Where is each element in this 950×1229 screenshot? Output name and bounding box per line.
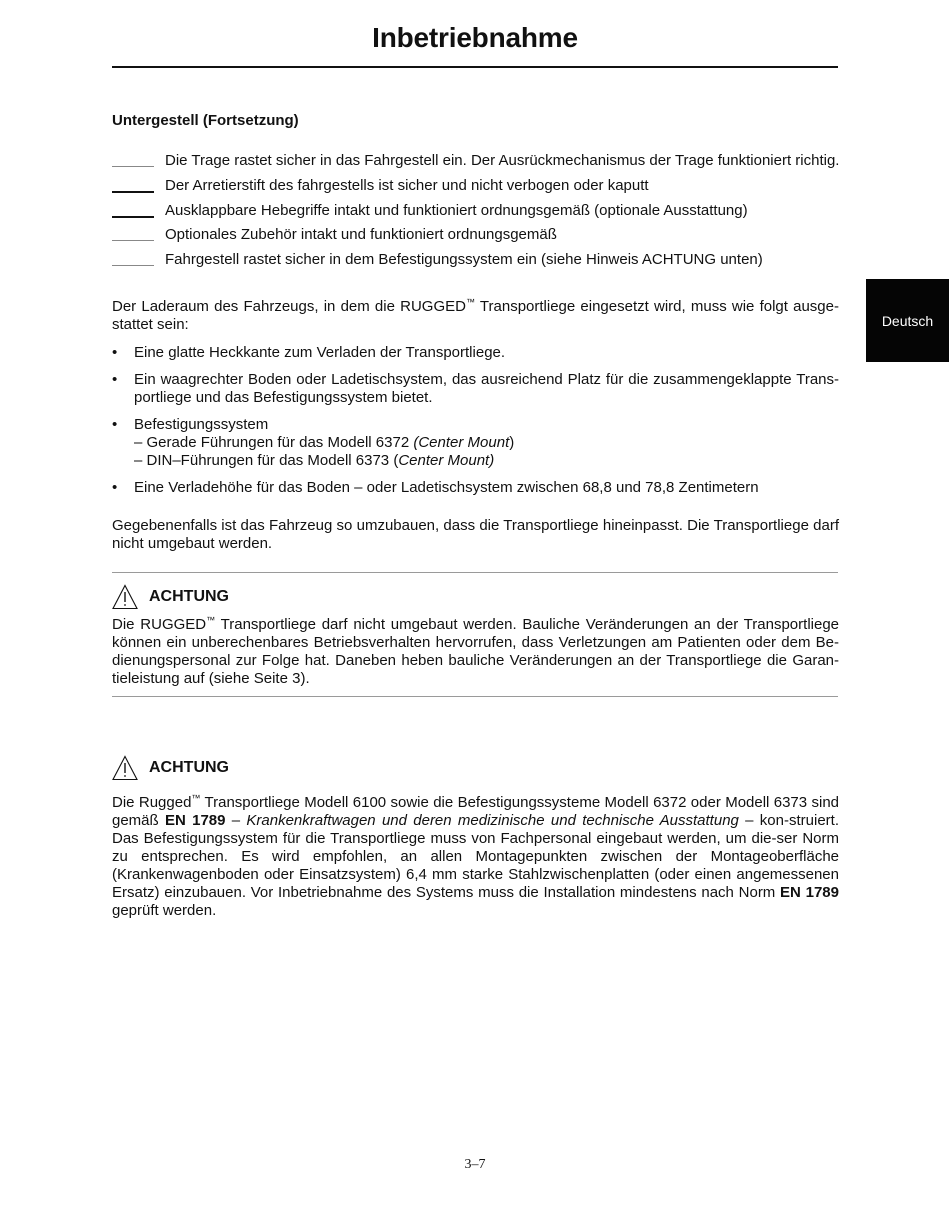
- checklist-item: [112, 225, 872, 250]
- warning-text: [112, 794, 839, 920]
- language-tab-label: Deutsch: [881, 312, 934, 329]
- requirements-list: [112, 344, 839, 506]
- page-title: Inbetriebnahme: [372, 22, 578, 53]
- warning-text-c: –: [225, 812, 247, 829]
- warning-triangle-icon: [112, 584, 138, 610]
- trademark-symbol: ™: [191, 793, 201, 803]
- warning-heading: [112, 755, 229, 781]
- list-item: [112, 344, 839, 362]
- warning-text: [112, 616, 839, 688]
- section-heading: Untergestell (Fortsetzung): [112, 112, 299, 129]
- warning-label: ACHTUNG: [149, 759, 229, 776]
- title-rule: [112, 66, 838, 68]
- checklist-item-text: Optionales Zubehör intakt und funktioniert ordnungsgemäß: [165, 226, 557, 244]
- warning-text-a: Die RUGGED: [112, 616, 207, 633]
- sub-item: [134, 434, 839, 452]
- checklist-item-text: Die Trage rastet sicher in das Fahrgestell ein. Der Ausrückmechanismus der Trage funktioniert richtig.: [165, 152, 840, 169]
- check-blank-line: [112, 176, 154, 193]
- list-item-text: Eine Verladehöhe für das Boden – oder Ladetischsystem zwischen 68,8 und 78,8 Zentimetern: [134, 479, 759, 496]
- checklist-item-text: Ausklappbare Hebegriffe intakt und funktioniert ordnungsgemäß (optionale Ausstattung): [165, 201, 748, 219]
- sub-item-italic: Center Mount): [398, 452, 495, 469]
- language-tab: [866, 279, 949, 362]
- norm-reference: EN 1789: [780, 884, 839, 901]
- page-number: 3–7: [464, 1157, 486, 1172]
- intro-paragraph: [112, 298, 839, 334]
- checklist-item-text: Fahrgestell rastet sicher in dem Befestigungssystem ein (siehe Hinweis ACHTUNG unten): [165, 251, 763, 269]
- intro-text-b: Transportliege eingesetzt wird, muss wie folgt ausge-stattet sein:: [112, 298, 839, 333]
- list-item-text: Eine glatte Heckkante zum Verladen der Transportliege.: [134, 344, 506, 361]
- check-blank-line: [112, 151, 154, 167]
- trademark-symbol: ™: [465, 297, 475, 307]
- intro-text-a: Der Laderaum des Fahrzeugs, in dem die RUGGED: [112, 298, 466, 315]
- list-item: [112, 416, 839, 470]
- norm-reference: EN 1789: [164, 812, 226, 829]
- sub-item-text-end: ): [509, 434, 515, 451]
- checklist-item: [112, 250, 872, 275]
- checklist-item: [112, 176, 872, 201]
- warning-text-a: Die Rugged: [112, 794, 192, 811]
- check-blank-line: [112, 201, 154, 218]
- list-item: [112, 371, 839, 407]
- warning-text-d: – kon-struiert. Das Befestigungssystem für die Transportliege muss von Fachpersonal eingebaut werden, um die-ser Norm zu entsprechen. Es wird empfohlen, an allen Montagepunkten zwischen der Montageoberfläche (Krankenwagenboden oder Einsatzsystem) 6,4 mm starke Stahlzwischenplatten (oder einen angemessenen Ersatz) einzubauen. Vor Inbetriebnahme des Systems muss die Installation mindestens nach Norm: [112, 812, 839, 901]
- sub-item-text: – DIN–Führungen für das Modell 6373 (: [134, 452, 399, 469]
- trademark-symbol: ™: [206, 615, 216, 625]
- checklist: [112, 151, 872, 275]
- checklist-item: [112, 201, 872, 226]
- sub-item-text: – Gerade Führungen für das Modell 6372: [134, 434, 414, 451]
- warning-bottom-rule: [112, 696, 838, 697]
- warning-heading: [112, 584, 229, 610]
- warning-text-b: Transportliege Modell 6100 sowie die Befestigungssysteme Modell 6372 oder Modell 6373 sind gemäß: [112, 794, 839, 829]
- modification-paragraph: Gegebenenfalls ist das Fahrzeug so umzubauen, dass die Transportliege hineinpasst. Die Transportliege darf nicht umgebaut werden.: [112, 517, 839, 552]
- warning-label: ACHTUNG: [149, 588, 229, 605]
- list-item: [112, 479, 839, 497]
- warning-text-e: geprüft werden.: [112, 902, 217, 919]
- list-item-text: • Befestigungssystem: [134, 416, 269, 433]
- sub-item-italic: (Center Mount: [413, 434, 510, 451]
- list-item-text: Ein waagrechter Boden oder Ladetischsystem, das ausreichend Platz für die zusammengeklappte Trans-portliege und das Befestigungssystem bietet.: [134, 371, 839, 406]
- checklist-item-text: Der Arretierstift des fahrgestells ist sicher und nicht verbogen oder kaputt: [165, 176, 649, 194]
- warning-text-b: Transportliege darf nicht umgebaut werden. Bauliche Veränderungen an der Transportliege können ein unberechenbares Betriebsverhalten hervorrufen, dass Verletzungen am Patienten oder dem Be-dienungspersonal zur Folge hat. Daneben heben bauliche Veränderungen an der Transportliege die Garan-tieleistung auf (siehe Seite 3).: [112, 616, 840, 687]
- check-blank-line: [112, 225, 154, 241]
- checklist-item: [112, 151, 872, 176]
- sub-item: [134, 452, 839, 470]
- warning-top-rule: [112, 572, 838, 573]
- norm-title: Krankenkraftwagen und deren medizinische und technische Ausstattung: [246, 812, 739, 829]
- check-blank-line: [112, 250, 154, 266]
- warning-triangle-icon: [112, 755, 138, 781]
